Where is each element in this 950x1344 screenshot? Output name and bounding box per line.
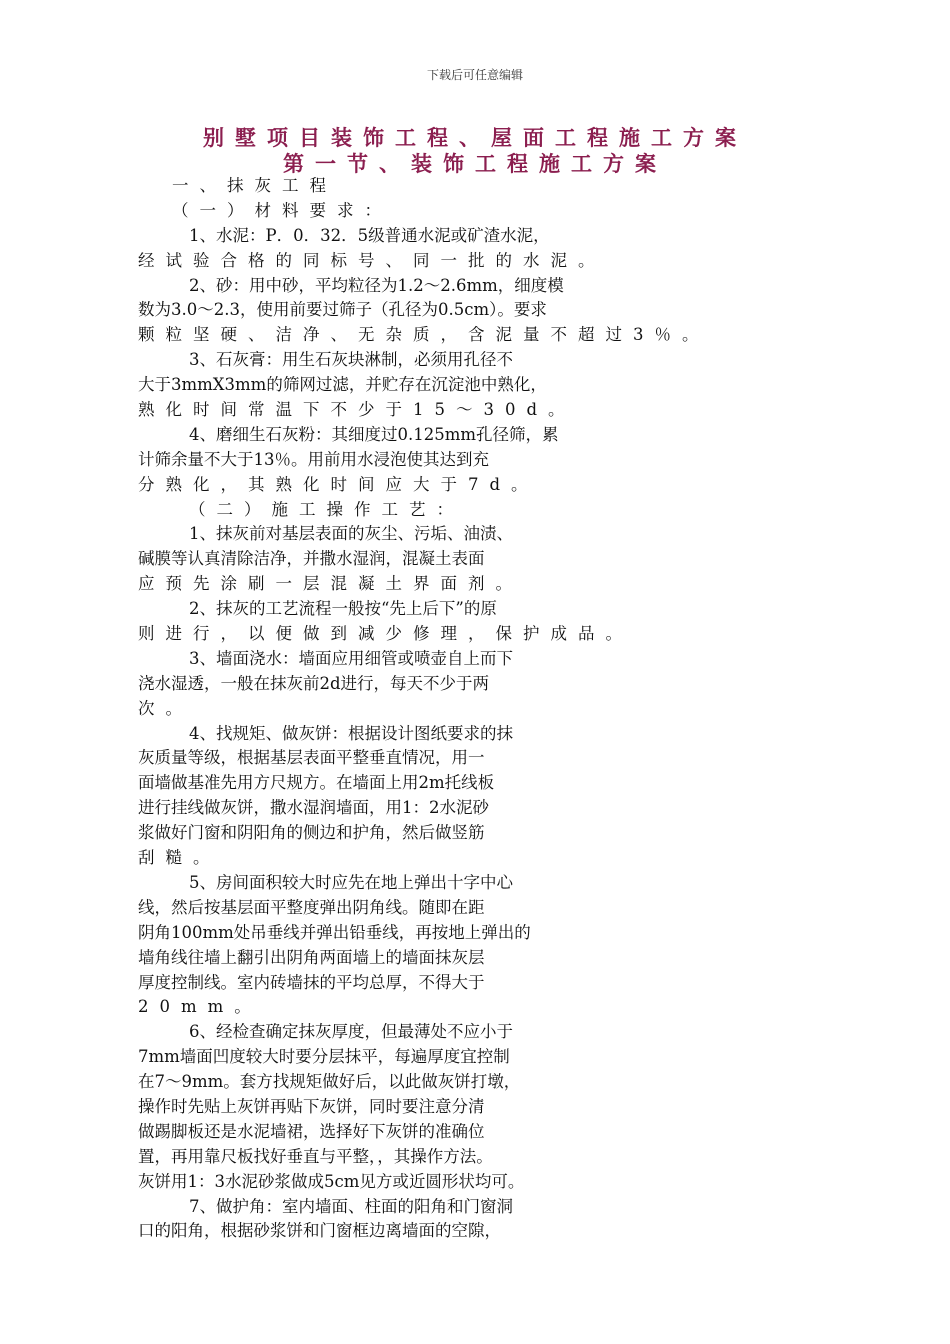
text-line: 在7～9mm。套方找规矩做好后，以此做灰饼打墩， xyxy=(138,1072,521,1092)
text-line: 口的阳角，根据砂浆饼和门窗框边离墙面的空隙， xyxy=(138,1221,501,1241)
text-line: 线，然后按基层面平整度弹出阴角线。随即在距 xyxy=(138,897,485,917)
text-line: 经试验合格的同标号、同一批的水泥。 xyxy=(138,250,606,270)
text-line: 2、抹灰的工艺流程一般按“先上后下”的原 xyxy=(189,599,497,619)
text-line: 4、磨细生石灰粉：其细度过0.125mm孔径筛，累 xyxy=(189,424,559,444)
text-line: 面墙做基准先用方尺规方。在墙面上用2m托线板 xyxy=(138,773,495,793)
text-line: 计筛余量不大于13％。用前用水浸泡使其达到充 xyxy=(138,449,489,469)
text-line: 灰质量等级，根据基层表面平整垂直情况，用一 xyxy=(138,748,485,768)
text-line: 4、找规矩、做灰饼：根据设计图纸要求的抹 xyxy=(189,723,513,743)
text-line: 厚度控制线。室内砖墙抹的平均总厚，不得大于 xyxy=(138,972,485,992)
text-line: 5、房间面积较大时应先在地上弹出十字中心 xyxy=(189,872,513,892)
document-body xyxy=(138,174,868,1244)
text-line: 刮糙。 xyxy=(138,848,221,868)
text-line: 1、水泥：P．0．32．5级普通水泥或矿渣水泥， xyxy=(189,225,550,245)
text-line: 碱膜等认真清除洁净，并撒水湿润，混凝土表面 xyxy=(138,549,485,569)
text-line: 大于3mmX3mm的筛网过滤，并贮存在沉淀池中熟化， xyxy=(138,375,547,395)
text-line: 3、石灰膏：用生石灰块淋制，必须用孔径不 xyxy=(189,350,513,370)
text-line: 做踢脚板还是水泥墙裙，选择好下灰饼的准确位 xyxy=(138,1121,485,1141)
text-line: 1、抹灰前对基层表面的灰尘、污垢、油渍、 xyxy=(189,524,513,544)
text-line: 进行挂线做灰饼，撒水湿润墙面，用1：2水泥砂 xyxy=(138,798,489,818)
text-line: 2、砂：用中砂，平均粒径为1.2～2.6mm，细度模 xyxy=(189,275,564,295)
text-line: 6、经检查确定抹灰厚度，但最薄处不应小于 xyxy=(189,1022,513,1042)
text-line: 灰饼用1：3水泥砂浆做成5cm见方或近圆形状均可。 xyxy=(138,1171,525,1191)
text-line: 7、做护角：室内墙面、柱面的阳角和门窗洞 xyxy=(189,1196,513,1216)
text-line: 数为3.0～2.3，使用前要过筛子（孔径为0.5cm）。要求 xyxy=(138,300,547,320)
text-line: 操作时先贴上灰饼再贴下灰饼，同时要注意分清 xyxy=(138,1096,485,1116)
page-header-note: 下载后可任意编辑 xyxy=(426,68,523,82)
text-line: 3、墙面浇水：墙面应用细管或喷壶自上而下 xyxy=(189,648,513,668)
text-line: 浇水湿透，一般在抹灰前2d进行，每天不少于两 xyxy=(138,673,490,693)
text-line: （一）材料要求： xyxy=(172,200,392,220)
text-line: 颗粒坚硬、洁净、无杂质，含泥量不超过3％。 xyxy=(138,325,710,345)
text-line: 则进行，以便做到减少修理，保护成品。 xyxy=(138,624,633,644)
text-line: 墙角线往墙上翻引出阴角两面墙上的墙面抹灰层 xyxy=(138,947,485,967)
text-line: 20mm。 xyxy=(138,997,262,1017)
text-line: 熟化时间常温下不少于15～30d。 xyxy=(138,400,576,420)
text-line: 置，再用靠尺板找好垂直与平整，，其操作方法。 xyxy=(138,1146,493,1166)
text-line: 分熟化，其熟化时间应大于7d。 xyxy=(138,474,539,494)
text-line: 7mm墙面凹度较大时要分层抹平，每遍厚度宜控制 xyxy=(138,1047,510,1067)
document-title: 别墅项目装饰工程、屋面工程施工方案 xyxy=(203,125,747,150)
text-line: （二）施工操作工艺： xyxy=(189,499,464,519)
text-line: 应预先涂刷一层混凝土界面剂。 xyxy=(138,574,523,594)
text-line: 次。 xyxy=(138,698,193,718)
text-line: 阴角100mm处吊垂线并弹出铅垂线，再按地上弹出的 xyxy=(138,922,531,942)
text-line: 一、抹灰工程 xyxy=(172,176,337,195)
section-title: 第一节、装饰工程施工方案 xyxy=(283,151,667,176)
text-line: 浆做好门窗和阴阳角的侧边和护角，然后做竖筋 xyxy=(138,823,485,843)
